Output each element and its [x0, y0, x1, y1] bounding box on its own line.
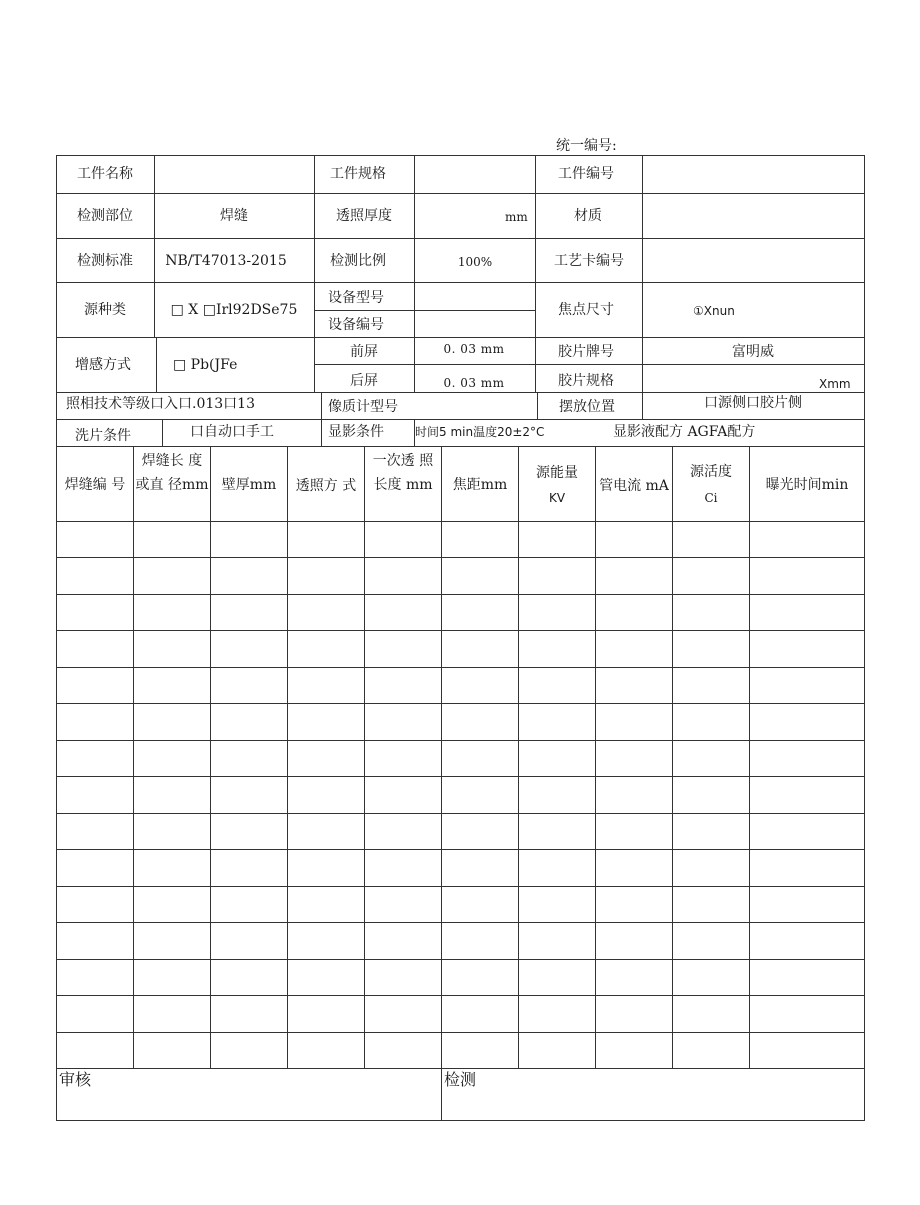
- tech-level: 照相技术等级口入口.013口13: [66, 396, 255, 412]
- inspect-label: 检测: [444, 1070, 477, 1089]
- border-top: [56, 155, 865, 156]
- row-line: [56, 392, 865, 393]
- row-line: [56, 557, 865, 558]
- inspect-part-label: 检测部位: [77, 208, 133, 224]
- row-line: [314, 364, 865, 365]
- device-no-label: 设备编号: [328, 317, 384, 333]
- row-line: [56, 238, 865, 239]
- row-line: [56, 521, 865, 522]
- place-label: 摆放位置: [559, 399, 615, 415]
- border-left: [56, 155, 57, 1121]
- developer-value: 显影液配方 AGFA配方: [613, 424, 756, 440]
- source-label: 源种类: [84, 302, 126, 318]
- col-weld-length: 焊缝长 度: [141, 453, 203, 469]
- row-line: [56, 703, 865, 704]
- row-line: [56, 922, 865, 923]
- col-source-energy-unit: KV: [548, 491, 566, 505]
- workpiece-name-label: 工件名称: [77, 166, 133, 182]
- film-brand-label: 胶片牌号: [558, 344, 614, 360]
- back-screen-value: 0. 03 mm: [443, 376, 505, 390]
- focal-label: 焦点尺寸: [558, 302, 614, 318]
- row-line: [56, 193, 865, 194]
- front-screen-value: 0. 03 mm: [443, 342, 505, 356]
- col-line: [321, 392, 322, 419]
- row-line: [314, 310, 535, 311]
- row-line: [56, 886, 865, 887]
- col-tube-current: 管电流 mA: [599, 478, 669, 494]
- col-line: [162, 419, 163, 446]
- col-line: [154, 155, 155, 337]
- row-line: [56, 1032, 865, 1033]
- col-single-length-2: 长度 mm: [373, 477, 433, 493]
- film-brand-value: 富明威: [732, 344, 774, 360]
- col-line: [537, 392, 538, 419]
- standard-value: NB/T47013-2015: [165, 253, 287, 269]
- row-line: [56, 740, 865, 741]
- back-screen-label: 后屏: [350, 373, 378, 389]
- source-value: □ X □Irl92DSe75: [170, 302, 298, 318]
- develop-label: 显影条件: [328, 424, 384, 440]
- row-line: [56, 995, 865, 996]
- wash-label: 洗片条件: [75, 428, 131, 444]
- border-right: [864, 155, 865, 1121]
- workpiece-no-label: 工件编号: [558, 166, 614, 182]
- col-exposure-time: 曝光时间min: [765, 477, 849, 493]
- col-source-activity-unit: Ci: [704, 491, 718, 505]
- develop-value: 时间5 min温度20±2°C: [415, 425, 545, 439]
- row-line: [56, 849, 865, 850]
- col-wall-thickness: 壁厚mm: [221, 477, 277, 493]
- row-line: [56, 446, 865, 447]
- col-focal-distance: 焦距mm: [452, 477, 508, 493]
- border-bottom: [56, 1120, 865, 1121]
- col-weld-no: 焊缝编 号: [64, 477, 126, 493]
- front-screen-label: 前屏: [350, 344, 378, 360]
- col-single-length: 一次透 照: [372, 453, 434, 469]
- col-line: [133, 446, 134, 1068]
- film-spec-value: Xmm: [819, 377, 851, 391]
- device-model-label: 设备型号: [328, 290, 384, 306]
- col-line: [518, 446, 519, 1068]
- material-label: 材质: [574, 208, 602, 224]
- col-line: [156, 337, 157, 392]
- process-card-label: 工艺卡编号: [554, 253, 624, 269]
- col-line: [210, 446, 211, 1068]
- col-source-activity: 源活度: [690, 464, 732, 480]
- col-line: [642, 155, 643, 392]
- ratio-value: 100%: [457, 255, 493, 269]
- col-line: [535, 155, 536, 392]
- focal-value: ①Xnun: [693, 304, 735, 318]
- workpiece-spec-label: 工件规格: [330, 166, 386, 182]
- inspect-part-value: 焊缝: [220, 208, 248, 224]
- row-line: [56, 667, 865, 668]
- col-line: [642, 392, 643, 419]
- row-line: [56, 959, 865, 960]
- screen-value: □ Pb(JFe: [173, 357, 238, 373]
- wash-value: 口自动口手工: [190, 424, 274, 440]
- col-line: [441, 446, 442, 1121]
- col-line: [414, 155, 415, 392]
- ratio-label: 检测比例: [330, 253, 386, 269]
- inspection-record-sheet: [56, 155, 865, 1121]
- thickness-unit: mm: [505, 210, 528, 224]
- iqi-label: 像质计型号: [328, 399, 398, 415]
- col-line: [595, 446, 596, 1068]
- col-source-energy: 源能量: [536, 465, 578, 481]
- row-line: [56, 594, 865, 595]
- unified-number-label: 统一编号:: [556, 138, 617, 154]
- place-value: 口源侧口胶片侧: [704, 395, 802, 411]
- row-line: [56, 813, 865, 814]
- col-line: [314, 155, 315, 392]
- screen-label: 增感方式: [75, 357, 131, 373]
- row-line: [56, 337, 865, 338]
- film-spec-label: 胶片规格: [558, 373, 614, 389]
- col-line: [749, 446, 750, 1068]
- col-line: [287, 446, 288, 1068]
- col-line: [672, 446, 673, 1068]
- row-line: [56, 776, 865, 777]
- row-line: [56, 630, 865, 631]
- row-line: [56, 419, 865, 420]
- col-exposure-mode: 透照方 式: [295, 478, 357, 494]
- standard-label: 检测标准: [77, 253, 133, 269]
- col-line: [364, 446, 365, 1068]
- review-label: 审核: [59, 1070, 92, 1089]
- thickness-label: 透照厚度: [336, 208, 392, 224]
- col-line: [321, 419, 322, 446]
- row-line: [56, 282, 865, 283]
- row-line: [56, 1068, 865, 1069]
- col-weld-length-2: 或直 径mm: [135, 477, 209, 493]
